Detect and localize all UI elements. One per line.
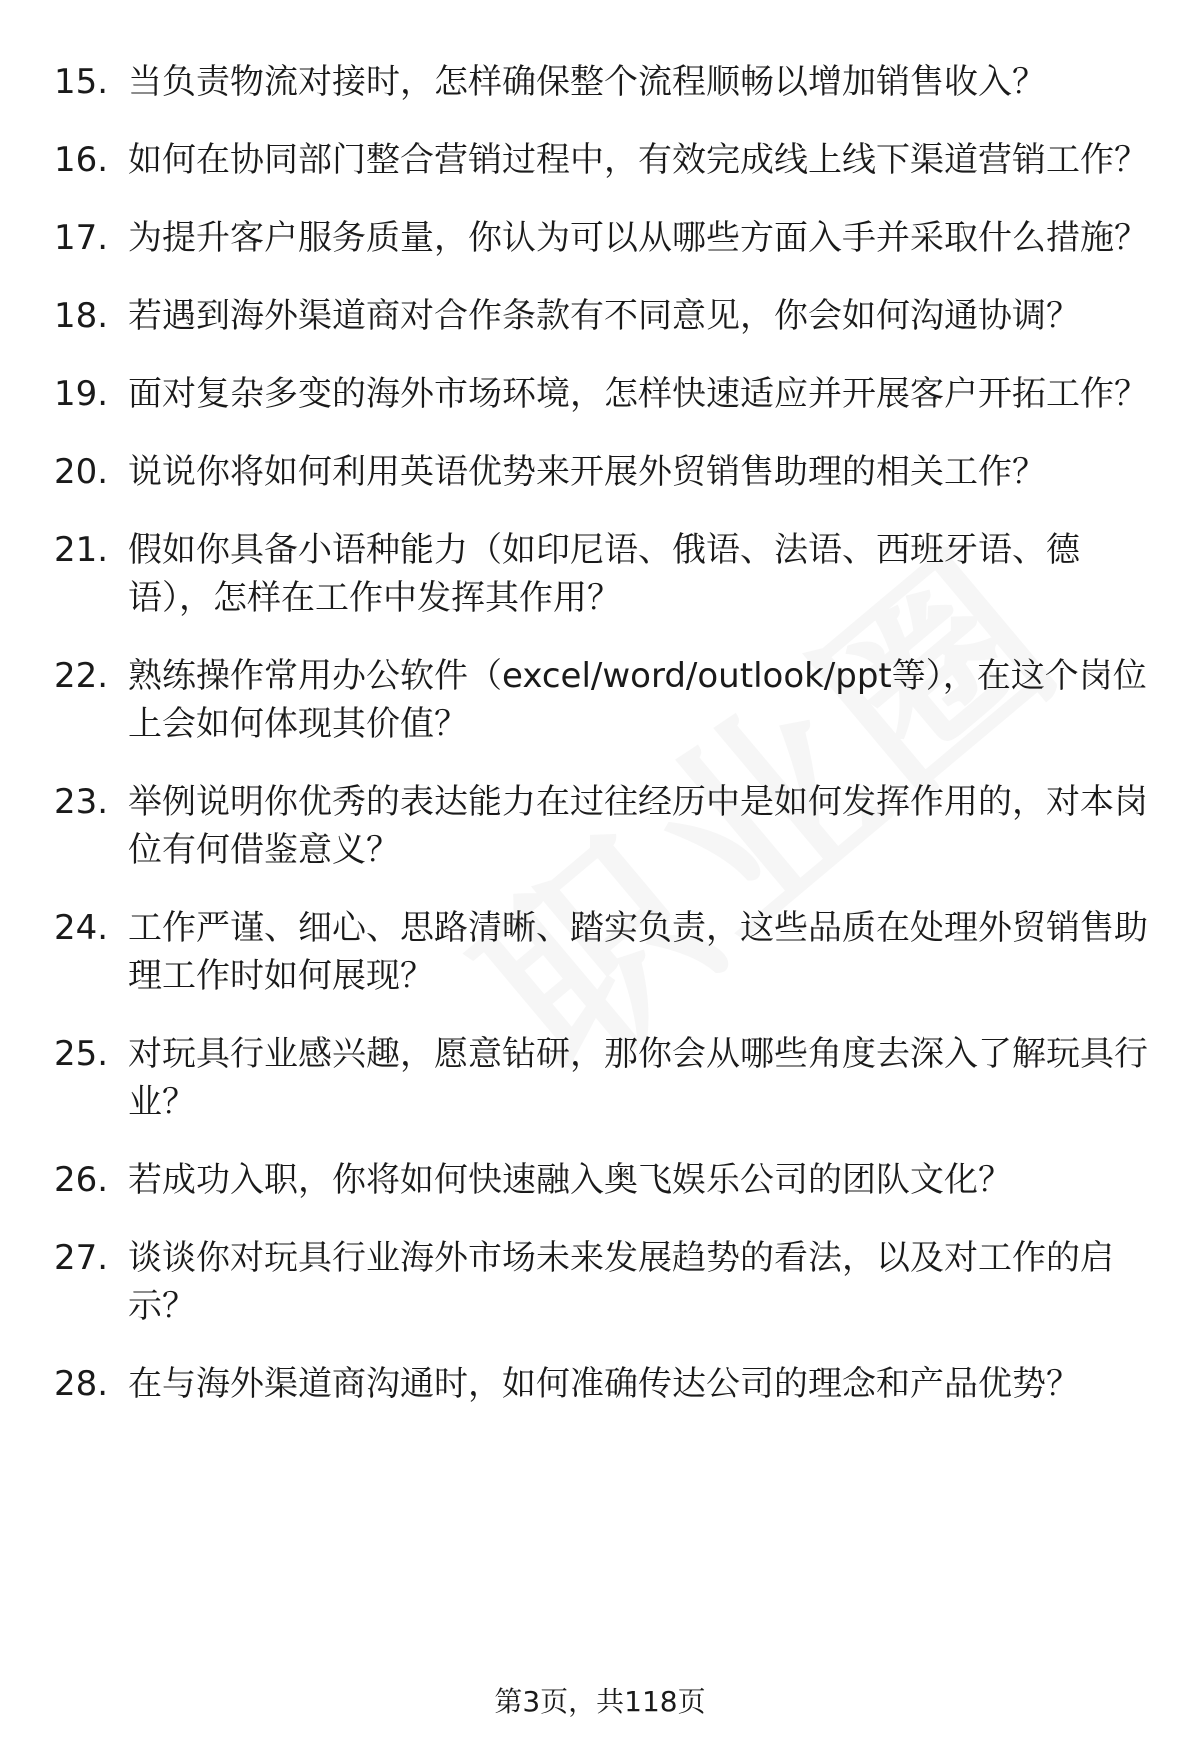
question-number: 22. xyxy=(54,656,109,696)
question-item xyxy=(54,526,1154,622)
question-text: 假如你具备小语种能力（如印尼语、俄语、法语、西班牙语、德语），怎样在工作中发挥其作用？ xyxy=(128,530,1080,618)
question-item xyxy=(54,1030,1154,1126)
question-number: 20. xyxy=(54,452,109,492)
question-text: 说说你将如何利用英语优势来开展外贸销售助理的相关工作？ xyxy=(128,452,1046,492)
question-number: 17. xyxy=(54,218,109,258)
question-text: 举例说明你优秀的表达能力在过往经历中是如何发挥作用的，对本岗位有何借鉴意义？ xyxy=(128,782,1148,870)
question-number: 25. xyxy=(54,1034,109,1074)
question-item xyxy=(54,904,1154,1000)
question-text: 如何在协同部门整合营销过程中，有效完成线上线下渠道营销工作？ xyxy=(128,140,1148,180)
question-text: 面对复杂多变的海外市场环境，怎样快速适应并开展客户开拓工作？ xyxy=(128,374,1148,414)
question-number: 23. xyxy=(54,782,109,822)
question-item xyxy=(54,778,1154,874)
question-item xyxy=(54,1234,1154,1330)
question-number: 24. xyxy=(54,908,109,948)
question-text: 谈谈你对玩具行业海外市场未来发展趋势的看法，以及对工作的启示？ xyxy=(128,1238,1114,1326)
question-item xyxy=(54,1360,1154,1408)
question-text: 工作严谨、细心、思路清晰、踏实负责，这些品质在处理外贸销售助理工作时如何展现？ xyxy=(128,908,1148,996)
question-item xyxy=(54,292,1154,340)
question-number: 28. xyxy=(54,1364,109,1404)
question-item xyxy=(54,652,1154,748)
question-item xyxy=(54,448,1154,496)
question-item xyxy=(54,136,1154,184)
question-text: 对玩具行业感兴趣，愿意钻研，那你会从哪些角度去深入了解玩具行业？ xyxy=(128,1034,1148,1122)
question-text: 为提升客户服务质量，你认为可以从哪些方面入手并采取什么措施？ xyxy=(128,218,1148,258)
question-item xyxy=(54,370,1154,418)
question-item xyxy=(54,1156,1154,1204)
question-text: 若遇到海外渠道商对合作条款有不同意见，你会如何沟通协调？ xyxy=(128,296,1080,336)
question-number: 27. xyxy=(54,1238,109,1278)
question-list xyxy=(54,58,1154,1438)
question-item xyxy=(54,58,1154,106)
question-number: 26. xyxy=(54,1160,109,1200)
page-footer: 第3页，共118页 xyxy=(494,1685,706,1718)
question-text: 当负责物流对接时，怎样确保整个流程顺畅以增加销售收入？ xyxy=(128,62,1046,102)
question-item xyxy=(54,214,1154,262)
question-number: 19. xyxy=(54,374,109,414)
question-number: 15. xyxy=(54,62,109,102)
question-number: 18. xyxy=(54,296,109,336)
question-text: 在与海外渠道商沟通时，如何准确传达公司的理念和产品优势？ xyxy=(128,1364,1080,1404)
question-text: 若成功入职，你将如何快速融入奥飞娱乐公司的团队文化？ xyxy=(128,1160,1012,1200)
question-number: 16. xyxy=(54,140,109,180)
question-number: 21. xyxy=(54,530,109,570)
question-text: 熟练操作常用办公软件（excel/word/outlook/ppt等），在这个岗位上会如何体现其价值？ xyxy=(128,656,1147,744)
